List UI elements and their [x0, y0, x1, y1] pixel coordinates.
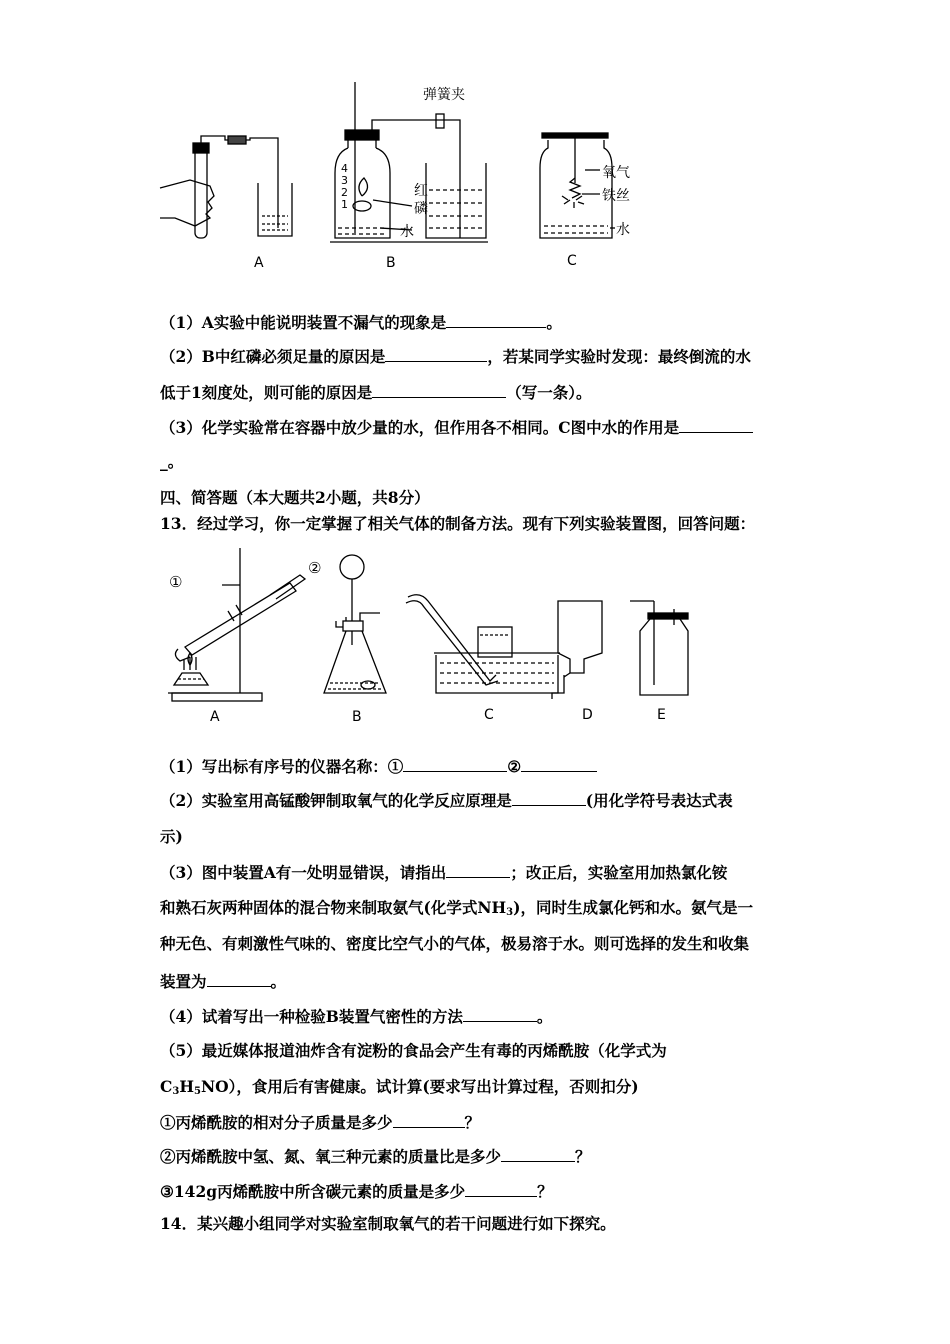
- scale-mark-3: 3: [341, 174, 348, 187]
- scale-mark-2: 2: [341, 186, 348, 199]
- label-c2: C: [484, 707, 494, 723]
- label-oxygen: 氧气: [602, 165, 630, 181]
- q13-part1-mark2: ②: [507, 757, 522, 776]
- section-4-heading: 四、简答题（本大题共2小题，共8分）: [160, 488, 430, 507]
- label-scale: [341, 163, 348, 211]
- formula-sub-3: 3: [172, 1086, 180, 1097]
- q13-part3-line1: [160, 862, 727, 883]
- answer-blank[interactable]: [521, 756, 597, 772]
- q12-part1-end: 。: [546, 313, 562, 332]
- q12-part2-end: （写一条）。: [506, 383, 592, 402]
- label-iron-wire: 铁丝: [602, 188, 630, 204]
- apparatus-b: [330, 82, 488, 242]
- q12-part2-text2: 低于1刻度处，则可能的原因是: [160, 383, 373, 402]
- q13-part1: [160, 756, 597, 777]
- apparatus-b2: [324, 555, 386, 693]
- q13-part3-text2: 和熟石灰两种固体的混合物来制取氨气(化学式NH: [160, 898, 507, 917]
- figure-apparatus-abc: [150, 78, 670, 278]
- label-e2: E: [657, 707, 666, 723]
- answer-blank[interactable]: [463, 1006, 537, 1022]
- q13-part3-line2: [160, 898, 753, 918]
- answer-blank[interactable]: [446, 312, 546, 328]
- apparatus-e2: [630, 601, 688, 695]
- q12-part1-text: （1）A实验中能说明装置不漏气的现象是: [160, 313, 447, 332]
- q13-part3-text4: 装置为: [160, 972, 207, 991]
- q13-part2-text: （2）实验室用高锰酸钾制取氧气的化学反应原理是: [160, 791, 512, 810]
- label-c: C: [567, 253, 577, 269]
- apparatus-c2: [406, 595, 560, 693]
- formula-c: C: [160, 1077, 173, 1096]
- apparatus-a2: [168, 548, 305, 701]
- q13-part5-line1: （5）最近媒体报道油炸含有淀粉的食品会产生有毒的丙烯酰胺（化学式为: [160, 1041, 667, 1060]
- q13-part3-line4: [160, 971, 286, 992]
- q12-part2-line2: [160, 382, 592, 403]
- q12-part2-cont: ，若某同学实验时发现：最终倒流的水: [487, 347, 751, 366]
- q13-part4-text: （4）试着写出一种检验B装置气密性的方法: [160, 1007, 463, 1026]
- apparatus-a: [160, 136, 292, 238]
- q13-calc2-text: ②丙烯酰胺中氢、氮、氧三种元素的质量比是多少: [160, 1147, 502, 1166]
- q13-part5-line2: [160, 1077, 639, 1097]
- mark-1: ①: [169, 573, 183, 591]
- q13-calc1: [160, 1112, 480, 1133]
- answer-blank[interactable]: [385, 346, 487, 362]
- answer-blank[interactable]: [679, 417, 753, 433]
- q13-part3-line3: 种无色、有刺激性气味的、密度比空气小的气体，极易溶于水。则可选择的发生和收集: [160, 934, 750, 953]
- label-a: A: [254, 255, 264, 271]
- answer-blank[interactable]: [207, 971, 271, 987]
- q12-part2-line1: [160, 346, 751, 367]
- q13-calc2: [160, 1146, 591, 1167]
- label-b: B: [386, 255, 396, 271]
- label-b-water: 水: [400, 224, 414, 240]
- answer-blank[interactable]: [372, 382, 506, 398]
- formula-sub-5: 5: [193, 1086, 201, 1097]
- answer-blank[interactable]: [512, 790, 586, 806]
- q12-part3-end: _。: [160, 452, 184, 471]
- q13-calc3: [160, 1181, 553, 1202]
- q13-calc2-end: ？: [575, 1147, 591, 1166]
- q12-part3-text: （3）化学实验常在容器中放少量的水，但作用各不相同。C图中水的作用是: [160, 418, 680, 437]
- q13-part5-text2: NO），食用后有害健康。试计算(要求写出计算过程，否则扣分): [200, 1077, 639, 1096]
- scale-mark-4: 4: [341, 162, 348, 175]
- q13-part1-text: （1）写出标有序号的仪器名称：①: [160, 757, 404, 776]
- formula-h: H: [179, 1077, 194, 1096]
- q13-calc3-text: ③142g丙烯酰胺中所含碳元素的质量是多少: [160, 1182, 466, 1201]
- q13-part2: [160, 790, 733, 811]
- q13-part3-text: （3）图中装置A有一处明显错误，请指出: [160, 863, 447, 882]
- q13-calc1-end: ？: [464, 1113, 481, 1132]
- label-b2: B: [352, 709, 362, 725]
- q12-part3: [160, 417, 753, 438]
- figure-apparatus-abcde: [160, 545, 700, 710]
- q13-part3-cont: ；改正后，实验室用加热氯化铵: [510, 863, 728, 882]
- label-c-water: 水: [616, 222, 630, 238]
- apparatus-d2: [552, 601, 602, 699]
- label-red: 红: [414, 183, 428, 199]
- q13-part2-cont: (用化学符号表达式表: [585, 791, 733, 810]
- answer-blank[interactable]: [501, 1146, 575, 1162]
- answer-blank[interactable]: [446, 862, 510, 878]
- q13-part2-end: 示): [160, 827, 183, 846]
- label-d2: D: [582, 707, 593, 723]
- nh3-subscript: 3: [506, 907, 514, 918]
- scale-mark-1: 1: [341, 198, 348, 211]
- q12-part2-text: （2）B中红磷必须足量的原因是: [160, 347, 386, 366]
- q13-calc1-text: ①丙烯酰胺的相对分子质量是多少: [160, 1113, 393, 1132]
- q13-part4-end: 。: [536, 1007, 553, 1026]
- q14-intro: 14．某兴趣小组同学对实验室制取氧气的若干问题进行如下探究。: [160, 1214, 616, 1233]
- answer-blank[interactable]: [393, 1112, 465, 1128]
- label-phosphorus: 磷: [414, 201, 428, 217]
- answer-blank[interactable]: [465, 1181, 537, 1197]
- q13-part4: [160, 1006, 552, 1027]
- label-spring-clamp: 弹簧夹: [423, 87, 465, 103]
- q13-intro: 13．经过学习，你一定掌握了相关气体的制备方法。现有下列实验装置图，回答问题：: [160, 514, 756, 533]
- label-a2: A: [210, 709, 220, 725]
- q13-calc3-end: ？: [537, 1182, 553, 1201]
- q13-part3-text3: )，同时生成氯化钙和水。氨气是一: [513, 898, 753, 917]
- mark-2: ②: [308, 559, 322, 577]
- answer-blank[interactable]: [403, 756, 507, 772]
- q13-part3-end: 。: [270, 972, 287, 991]
- q12-part1: [160, 312, 562, 333]
